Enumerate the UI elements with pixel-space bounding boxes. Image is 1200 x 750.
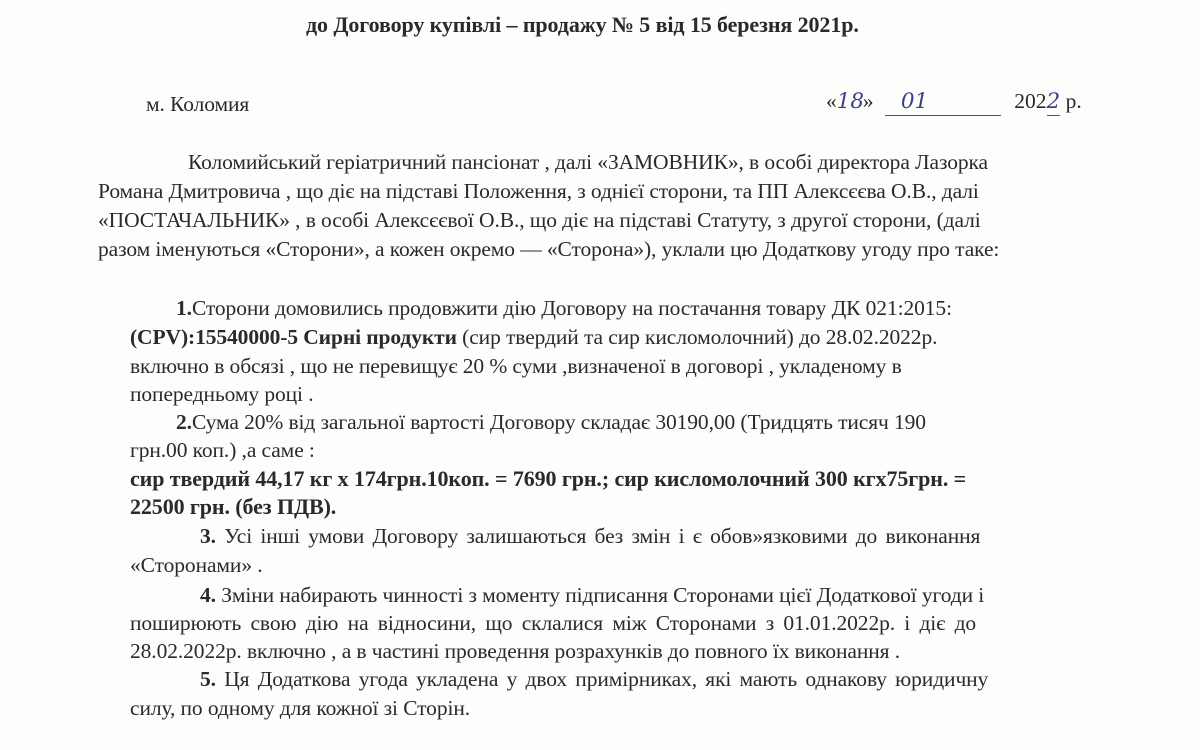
clause-2-text: Сума 20% від загальної вартості Договору складає 30190,00 (Тридцять тисяч 190 — [191, 410, 926, 434]
clause-1-line-2 — [130, 324, 937, 350]
clause-3-line-2: «Сторонами» . — [130, 553, 263, 577]
date-year-prefix: 202 — [1014, 89, 1047, 113]
clause-4-line-2: поширюють свою дію на відносини, що склалися між Сторонами з 01.01.2022р. і діє до — [130, 611, 977, 635]
clause-5-line-1 — [200, 666, 988, 692]
preamble-line-3: «ПОСТАЧАЛЬНИК» , в особі Алексєєвої О.В., що діє на підставі Статуту, з другої сторони, (далі — [98, 208, 981, 232]
clause-4-line-1 — [200, 582, 984, 608]
clause-1-number: 1. — [176, 296, 192, 320]
date-month-handwritten: 01 — [885, 89, 1001, 116]
clause-2-number: 2. — [176, 410, 192, 434]
clause-3-text: Усі інші умови Договору залишаються без змін і є обов»язковими до виконання — [215, 524, 981, 548]
clause-4-number: 4. — [200, 583, 216, 607]
clause-1-text: Сторони домовились продовжити дію Договору на постачання товару ДК 021:2015: — [191, 296, 952, 320]
clause-4-line-3: 28.02.2022р. включно , а в частині проведення розрахунків до повного їх виконання . — [130, 639, 900, 663]
date-open-quote: « — [826, 89, 837, 113]
clause-2-line-1 — [176, 409, 926, 435]
document-date — [826, 88, 1082, 116]
date-day-handwritten: 18 — [836, 89, 865, 114]
clause-1-line-4: попередньому році . — [130, 382, 314, 406]
clause-1-line-1 — [176, 295, 952, 321]
clause-2-line-4: 22500 грн. (без ПДВ). — [130, 494, 337, 519]
cpv-code: (CPV):15540000-5 Сирні продукти — [130, 325, 457, 349]
clause-5-text: Ця Додаткова угода укладена у двох примірниках, які мають однакову юридичну — [215, 667, 989, 691]
preamble-line-1: Коломийський геріатричний пансіонат , далі «ЗАМОВНИК», в особі директора Лазорка — [188, 150, 988, 174]
date-suffix: р. — [1060, 89, 1082, 113]
document-title: до Договору купівлі – продажу № 5 від 15 березня 2021р. — [306, 12, 859, 37]
clause-4-text: Зміни набирають чинності з моменту підписання Сторонами цієї Додаткової угоди і — [215, 583, 985, 607]
clause-2-line-2: грн.00 коп.) ,а саме : — [130, 438, 315, 462]
preamble-line-2: Романа Дмитровича , що діє на підставі Положення, з однієї сторони, та ПП Алексєєва О.В., далі — [98, 179, 979, 203]
clause-5-number: 5. — [200, 667, 216, 691]
city: м. Коломия — [146, 92, 250, 116]
clause-1-text-2: (сир твердий та сир кисломолочний) до 28.02.2022р. — [456, 325, 938, 349]
clause-3-number: 3. — [200, 524, 216, 548]
clause-5-line-2: силу, по одному для кожної зі Сторін. — [130, 696, 471, 720]
preamble-line-4: разом іменуються «Сторони», а кожен окремо — «Сторона»), уклали цю Додаткову угоду про таке: — [98, 237, 1000, 261]
clause-2-line-3: сир твердий 44,17 кг х 174грн.10коп. = 7690 грн.; сир кисломолочний 300 кгх75грн. = — [130, 466, 967, 491]
clause-3-line-1 — [200, 523, 1132, 549]
date-year-handwritten-digit: 2 — [1046, 89, 1061, 114]
clause-1-line-3: включно в обсязі , що не перевищує 20 % суми ,визначеної в договорі , укладеному в — [130, 354, 902, 378]
date-close-quote: » — [862, 89, 874, 113]
